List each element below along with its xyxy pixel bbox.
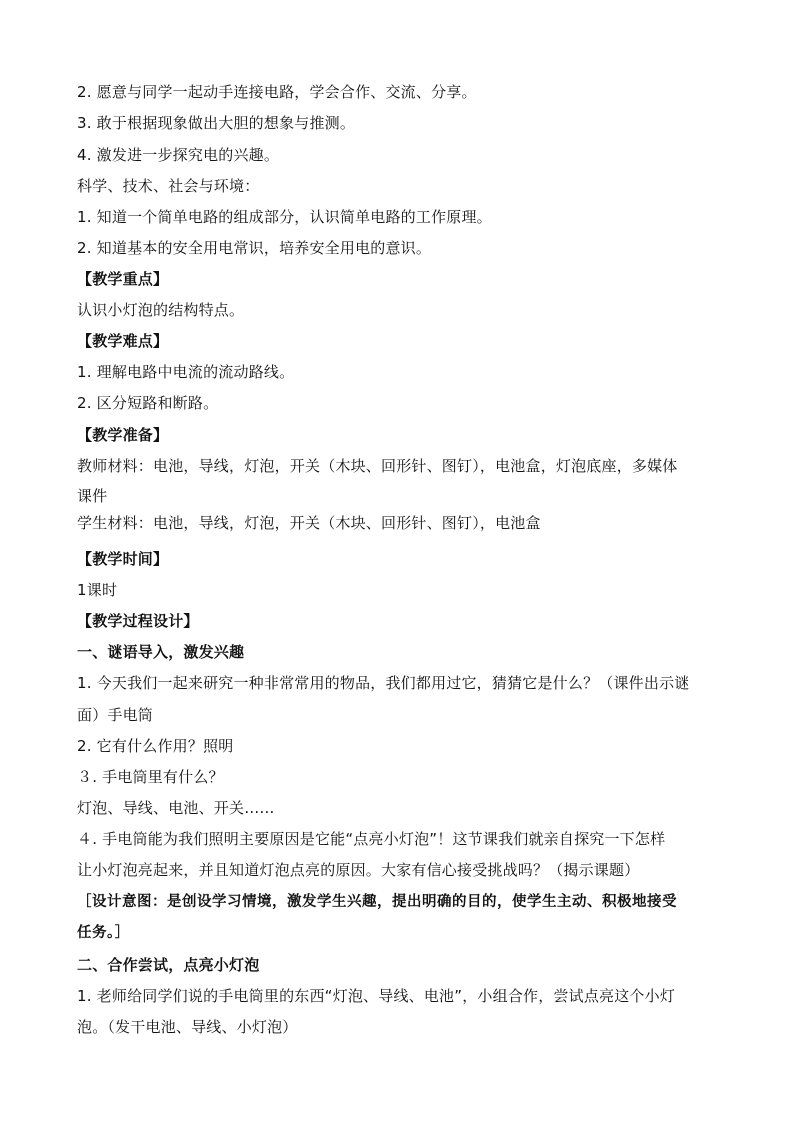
text-line: 1. 知道一个简单电路的组成部分，认识简单电路的工作原理。 [77,208,492,226]
text-line: 1. 理解电路中电流的流动路线。 [77,363,295,381]
design-intent-note: ［设计意图：是创设学习情境，激发学生兴趣，提出明确的目的，使学生主动、积极地接受 [77,893,677,910]
text-line: 2. 区分短路和断路。 [77,394,219,412]
text-line: 灯泡、导线、电池、开关…… [77,799,275,817]
section-heading: 【教学重点】 [77,270,169,288]
text-line: 泡。（发干电池、导线、小灯泡） [77,1018,298,1036]
section-heading: 【教学难点】 [77,332,169,350]
text-line: 认识小灯泡的结构特点。 [77,301,245,319]
subsection-heading: 二、合作尝试，点亮小灯泡 [77,956,260,974]
text-line: 课件 [77,487,108,505]
text-line: 1. 老师给同学们说的手电筒里的东西“灯泡、导线、电池”，小组合作，尝试点亮这个小灯 [77,987,676,1005]
text-line: 4. 激发进一步探究电的兴趣。 [77,146,280,164]
text-line: 3. 敢于根据现象做出大胆的想象与推测。 [77,114,356,132]
text-line: 1. 今天我们一起来研究一种非常常用的物品，我们都用过它，猜猜它是什么？（课件出示谜 [77,674,690,692]
text-line: ４. 手电筒能为我们照明主要原因是它能“点亮小灯泡”！这节课我们就亲自探究一下怎样 [77,830,666,848]
text-line: 1课时 [77,581,118,599]
subsection-heading: 一、谜语导入，激发兴趣 [77,643,245,661]
text-line: 2. 它有什么作用？照明 [77,737,234,755]
text-line: ３. 手电筒里有什么？ [77,768,224,786]
text-line: 教师材料：电池，导线，灯泡，开关（木块、回形针、图钉），电池盒，灯泡底座，多媒体 [77,457,678,475]
section-heading: 【教学准备】 [77,426,169,444]
design-intent-note: 任务。］ [77,924,130,941]
text-line: 科学、技术、社会与环境： [77,177,260,195]
text-line: 2. 愿意与同学一起动手连接电路，学会合作、交流、分享。 [77,83,477,101]
section-heading: 【教学时间】 [77,550,169,568]
text-line: 2. 知道基本的安全用电常识，培养安全用电的意识。 [77,239,432,257]
text-line: 让小灯泡亮起来，并且知道灯泡点亮的原因。大家有信心接受挑战吗？（揭示课题） [77,861,640,879]
text-line: 面）手电筒 [77,706,154,724]
section-heading: 【教学过程设计】 [77,612,199,630]
text-line: 学生材料：电池，导线，灯泡，开关（木块、回形针、图钉），电池盒 [77,514,541,532]
